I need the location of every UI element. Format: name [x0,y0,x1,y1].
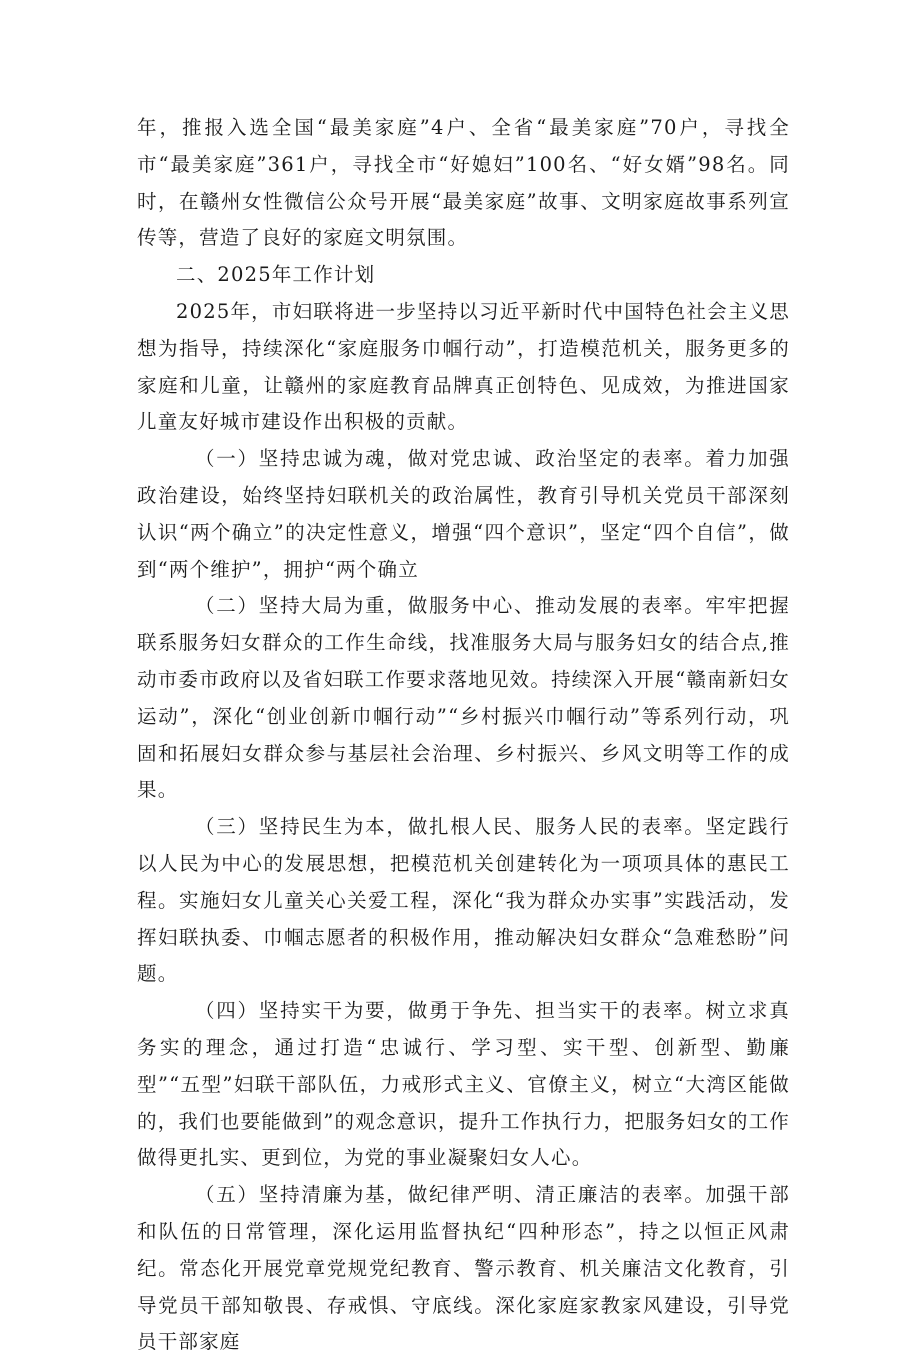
paragraph-item-5: （五）坚持清廉为基，做纪律严明、清正廉洁的表率。加强干部和队伍的日常管理，深化运用监督执纪“四种形态”，持之以恒正风肃纪。常态化开展党章党规党纪教育、警示教育、机关廉洁文化教育，引导党员干部知敬畏、存戒惧、守底线。深化家庭家教家风建设，引导党员干部家庭 [137,1183,790,1354]
paragraph-item-3: （三）坚持民生为本，做扎根人民、服务人民的表率。坚定践行以人民为中心的发展思想，把模范机关创建转化为一项项具体的惠民工程。实施妇女儿童关心关爱工程，深化“我为群众办实事”实践活动，发挥妇联执委、巾帼志愿者的积极作用，推动解决妇女群众“急难愁盼”问题。 [137,815,790,986]
paragraph-item-1: （一）坚持忠诚为魂，做对党忠诚、政治坚定的表率。着力加强政治建设，始终坚持妇联机关的政治属性，教育引导机关党员干部深刻认识“两个确立”的决定性意义，增强“四个意识”，坚定“四个自信”，做到“两个维护”，拥护“两个确立 [137,447,790,581]
paragraph-intro: 2025年，市妇联将进一步坚持以习近平新时代中国特色社会主义思想为指导，持续深化“家庭服务巾帼行动”，打造模范机关，服务更多的家庭和儿童，让赣州的家庭教育品牌真正创特色、见成效，为推进国家儿童友好城市建设作出积极的贡献。 [137,299,790,434]
document-body [137,110,790,1361]
paragraph-item-2: （二）坚持大局为重，做服务中心、推动发展的表率。牢牢把握联系服务妇女群众的工作生命线，找准服务大局与服务妇女的结合点,推动市委市政府以及省妇联工作要求落地见效。持续深入开展“赣南新妇女运动”，深化“创业创新巾帼行动”“乡村振兴巾帼行动”等系列行动，巩固和拓展妇女群众参与基层社会治理、乡村振兴、乡风文明等工作的成果。 [137,594,790,802]
paragraph-item-4: （四）坚持实干为要，做勇于争先、担当实干的表率。树立求真务实的理念，通过打造“忠诚行、学习型、实干型、创新型、勤廉型”“五型”妇联干部队伍，力戒形式主义、官僚主义，树立“大湾区能做的，我们也要能做到”的观念意识，提升工作执行力，把服务妇女的工作做得更扎实、更到位，为党的事业凝聚妇女人心。 [137,999,790,1170]
paragraph-continuation: 年，推报入选全国“最美家庭”4户、全省“最美家庭”70户，寻找全市“最美家庭”361户，寻找全市“好媳妇”100名、“好女婿”98名。同时，在赣州女性微信公众号开展“最美家庭”故事、文明家庭故事系列宣传等，营造了良好的家庭文明氛围。 [137,116,790,250]
section-heading: 二、2025年工作计划 [176,263,376,287]
